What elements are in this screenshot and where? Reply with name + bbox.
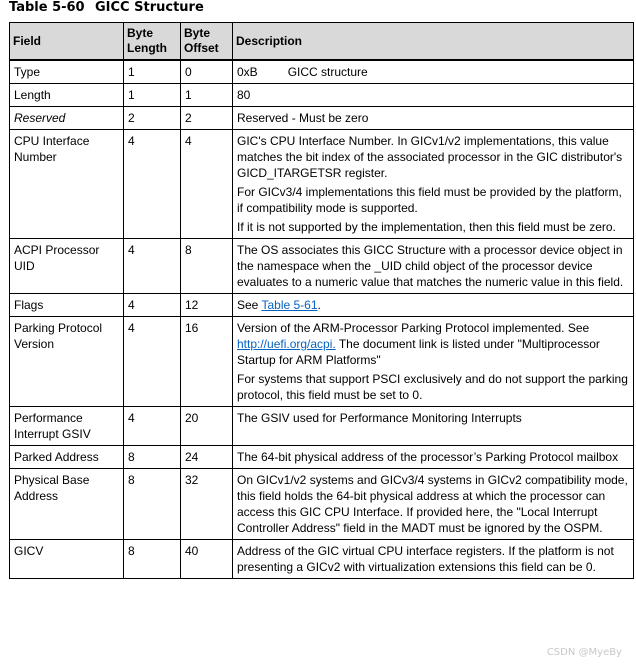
description-cell (233, 130, 634, 239)
field-cell: Performance Interrupt GSIV (10, 407, 124, 446)
header-byte-offset: Byte Offset (181, 23, 233, 61)
field-cell: Parking Protocol Version (10, 317, 124, 407)
length-cell: 8 (124, 469, 181, 540)
offset-cell: 20 (181, 407, 233, 446)
length-cell: 2 (124, 107, 181, 130)
length-cell: 4 (124, 407, 181, 446)
table-row (10, 84, 634, 107)
table-number: Table 5-60 (9, 0, 85, 15)
table-title: GICC Structure (95, 0, 204, 15)
offset-cell: 1 (181, 84, 233, 107)
watermark: CSDN @MyeBy (546, 647, 622, 658)
table-caption (9, 0, 204, 15)
description-text: . (317, 298, 321, 312)
length-cell: 4 (124, 317, 181, 407)
table-row (10, 107, 634, 130)
description-cell: Address of the GIC virtual CPU interface registers. If the platform is not presenting a GICv2 with virtualization extensions this field can be 0. (233, 540, 634, 579)
table-row (10, 446, 634, 469)
field-cell: ACPI Processor UID (10, 239, 124, 294)
offset-cell: 40 (181, 540, 233, 579)
field-cell: Reserved (10, 107, 124, 130)
description-text: The document link is listed under "Multiprocessor Startup for ARM Platforms" (237, 337, 600, 367)
field-cell: CPU Interface Number (10, 130, 124, 239)
description-cell (233, 60, 634, 84)
field-cell: Length (10, 84, 124, 107)
description-cell (233, 294, 634, 317)
description-cell: Reserved - Must be zero (233, 107, 634, 130)
description-paragraph: GIC's CPU Interface Number. In GICv1/v2 implementations, this value matches the bit index of the associated processor in the GIC distributor's GICD_ITARGETSR register. (237, 134, 623, 180)
length-cell: 8 (124, 446, 181, 469)
description-text: See (237, 298, 262, 312)
length-cell: 4 (124, 239, 181, 294)
description-paragraph: For GICv3/4 implementations this field must be provided by the platform, if compatibility mode is supported. (237, 185, 622, 215)
offset-cell: 16 (181, 317, 233, 407)
header-field: Field (10, 23, 124, 61)
length-cell: 4 (124, 130, 181, 239)
table-row (10, 60, 634, 84)
field-cell: Physical Base Address (10, 469, 124, 540)
table-row (10, 239, 634, 294)
offset-cell: 12 (181, 294, 233, 317)
table-row (10, 407, 634, 446)
description-cell: The OS associates this GICC Structure with a processor device object in the namespace when the _UID child object of the processor device evaluates to a numeric value that matches the numeric value in this field. (233, 239, 634, 294)
offset-cell: 0 (181, 60, 233, 84)
header-row (10, 23, 634, 61)
field-cell: Type (10, 60, 124, 84)
type-text: GICC structure (287, 65, 368, 79)
table-row (10, 317, 634, 407)
offset-cell: 4 (181, 130, 233, 239)
description-paragraph: For systems that support PSCI exclusively and do not support the parking protocol, this field must be set to 0. (237, 372, 628, 402)
offset-cell: 24 (181, 446, 233, 469)
length-cell: 1 (124, 60, 181, 84)
header-byte-length: Byte Length (124, 23, 181, 61)
length-cell: 4 (124, 294, 181, 317)
field-cell: Parked Address (10, 446, 124, 469)
table-5-61-link[interactable]: Table 5-61 (261, 298, 318, 312)
type-code: 0xB (237, 65, 258, 79)
length-cell: 1 (124, 84, 181, 107)
uefi-acpi-link[interactable]: http://uefi.org/acpi. (237, 337, 336, 351)
description-cell (233, 317, 634, 407)
description-cell: 80 (233, 84, 634, 107)
description-cell: The 64-bit physical address of the processor’s Parking Protocol mailbox (233, 446, 634, 469)
field-cell: Flags (10, 294, 124, 317)
gicc-structure-table (9, 22, 634, 579)
table-row (10, 540, 634, 579)
description-paragraph: If it is not supported by the implementation, then this field must be zero. (237, 220, 616, 234)
offset-cell: 32 (181, 469, 233, 540)
offset-cell: 8 (181, 239, 233, 294)
offset-cell: 2 (181, 107, 233, 130)
field-cell: GICV (10, 540, 124, 579)
description-cell: The GSIV used for Performance Monitoring Interrupts (233, 407, 634, 446)
description-text: Version of the ARM-Processor Parking Protocol implemented. See (237, 321, 590, 335)
header-description: Description (233, 23, 634, 61)
table-row (10, 294, 634, 317)
table-row (10, 469, 634, 540)
table-row (10, 130, 634, 239)
description-paragraph (237, 320, 629, 368)
description-cell: On GICv1/v2 systems and GICv3/4 systems in GICv2 compatibility mode, this field holds the 64-bit physical address at which the processor can access this GIC CPU Interface. If provided here, the "Local Interrupt Controller Address" field in the MADT must be ignored by the OSPM. (233, 469, 634, 540)
length-cell: 8 (124, 540, 181, 579)
